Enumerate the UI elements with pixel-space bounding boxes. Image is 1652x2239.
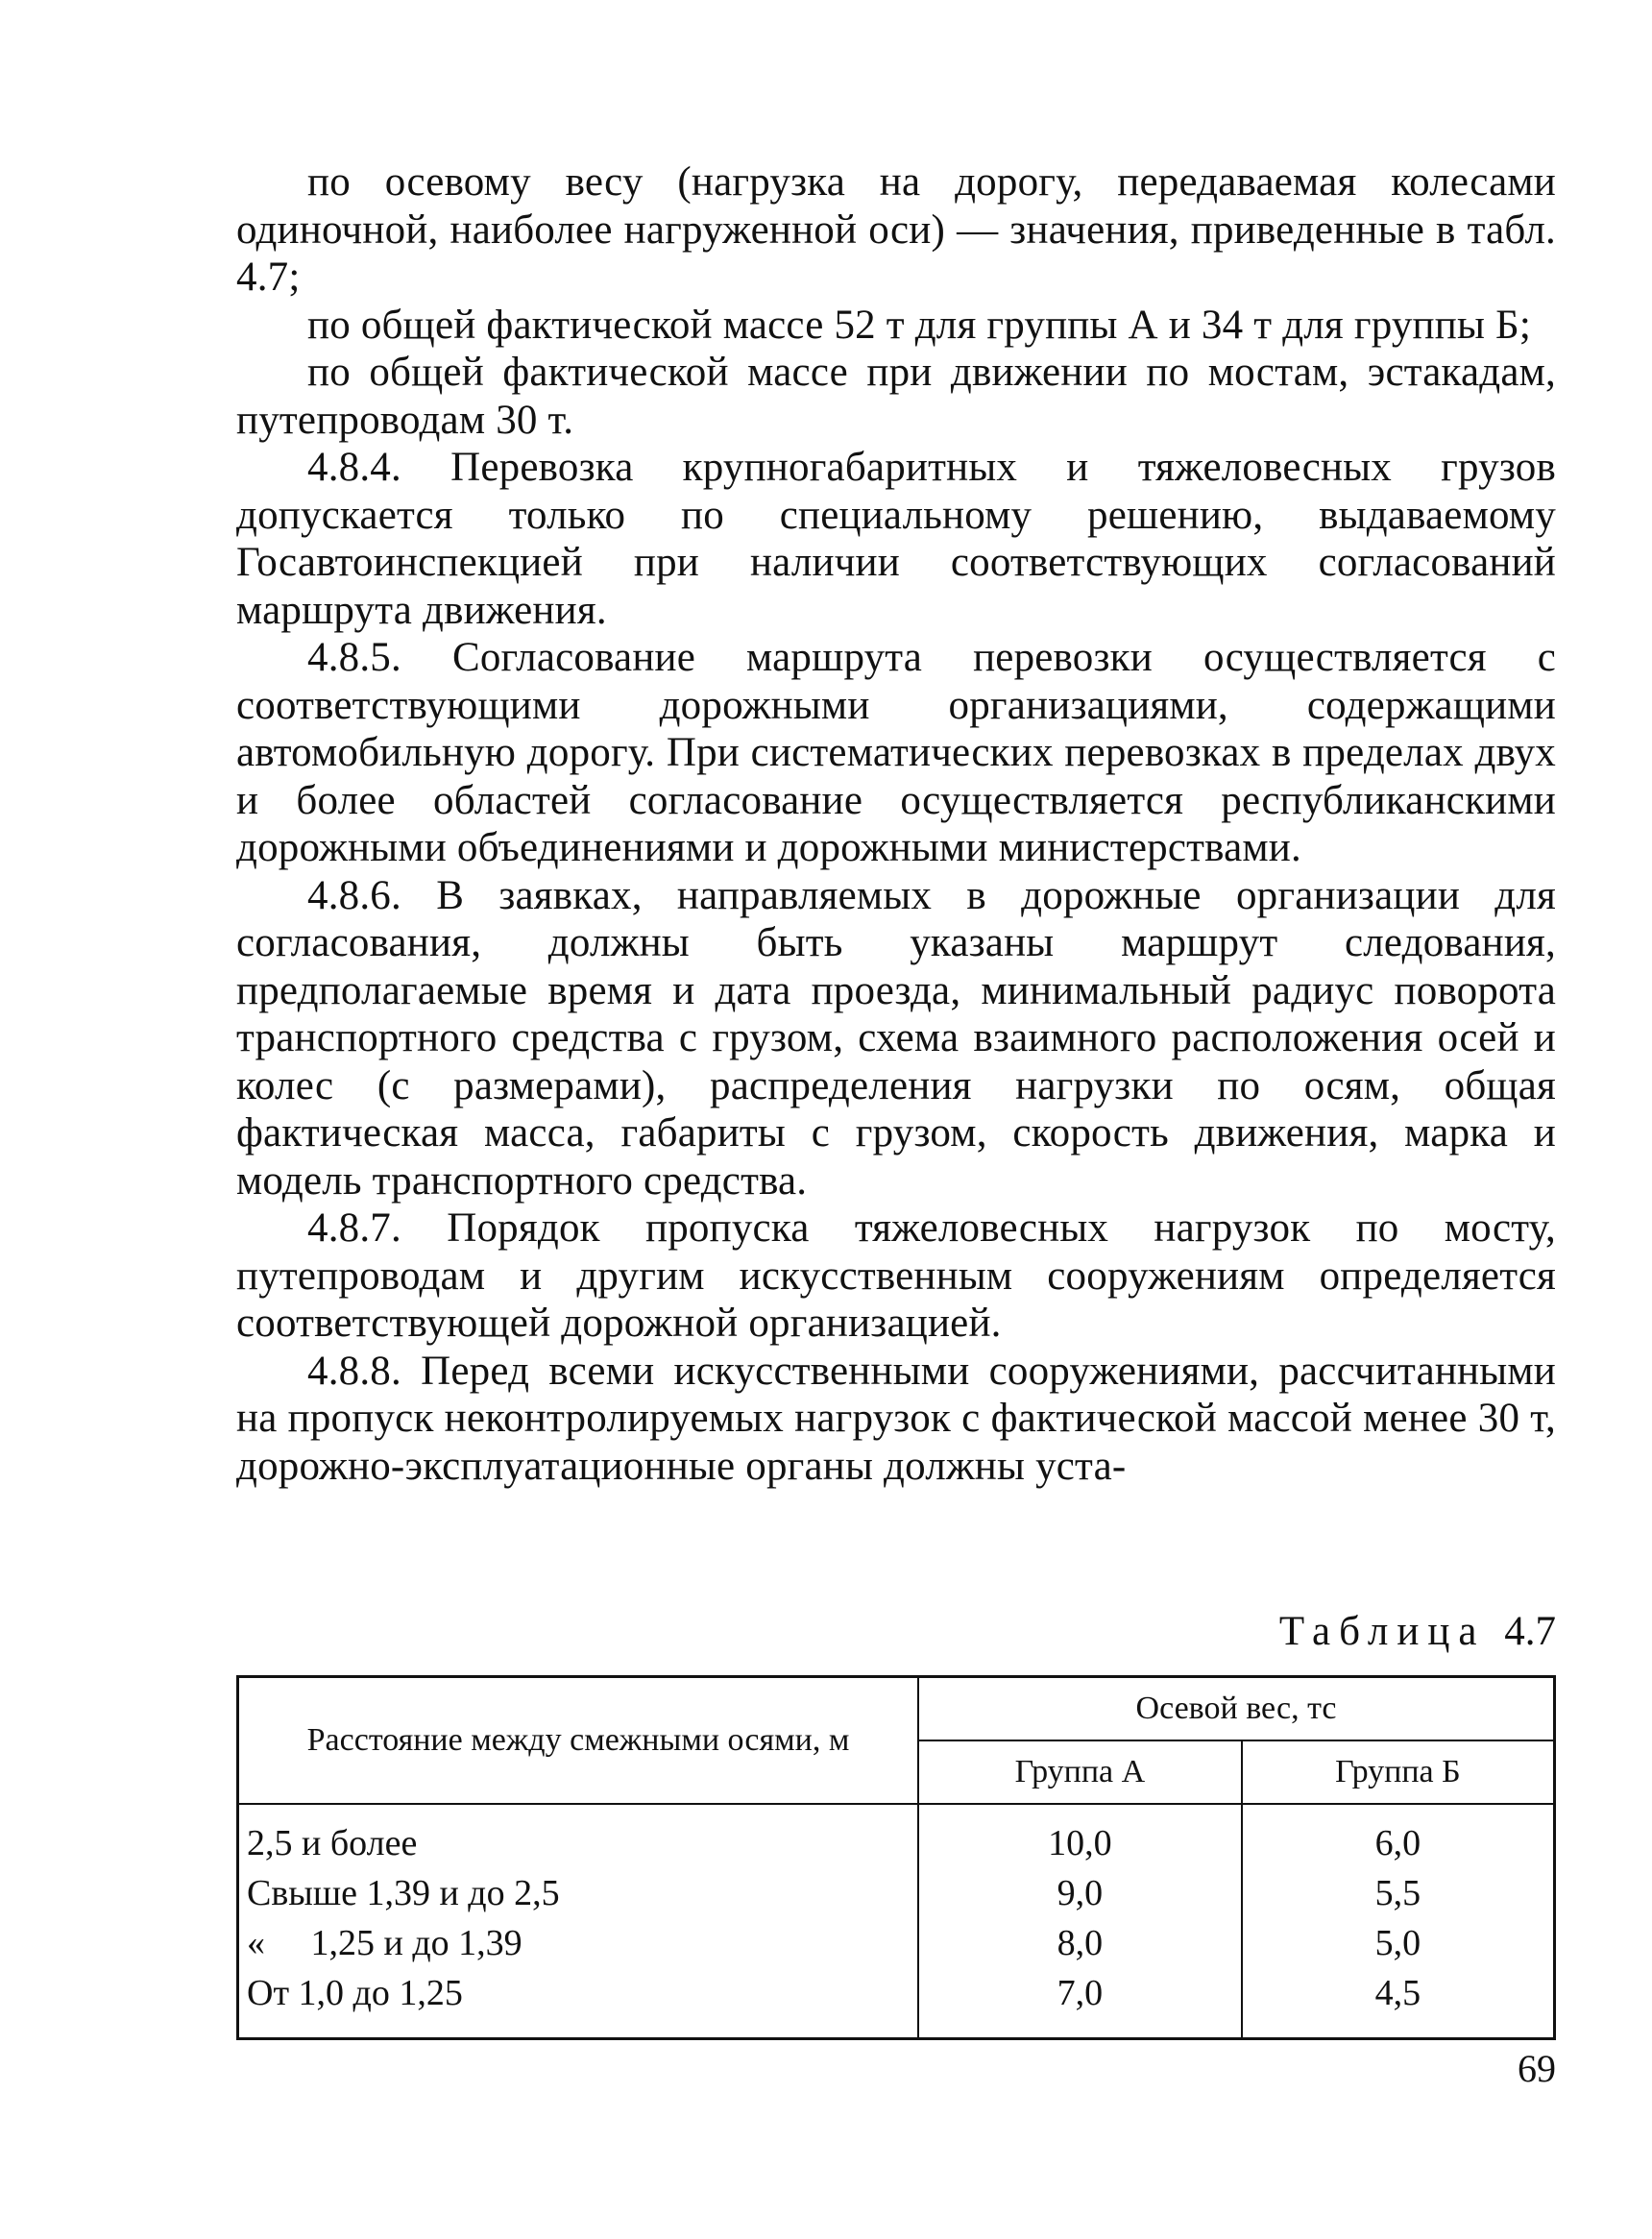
cell-group-b: 6,0 xyxy=(1242,1804,1555,1868)
header-group-b: Группа Б xyxy=(1242,1740,1555,1804)
cell-group-a: 9,0 xyxy=(918,1868,1242,1918)
paragraph-4-8-6: 4.8.6. В заявках, направляемых в дорожные организации для согласования, должны быть указаны маршрут следования, предполагаемые время и дата проезда, минимальный радиус поворота транспортного средства с грузом, схема взаимного расположения осей и колес (с размерами), распределения нагрузки по осям, общая фактическая масса, габариты с грузом, скорость движения, марка и модель транспортного средства. xyxy=(236,872,1556,1204)
cell-group-a: 7,0 xyxy=(918,1968,1242,2039)
paragraph-total-mass: по общей фактической массе 52 т для группы А и 34 т для группы Б; xyxy=(307,302,1532,348)
cell-distance: « 1,25 и до 1,39 xyxy=(238,1918,919,1968)
table-row xyxy=(238,1968,1555,2039)
header-axle-weight: Осевой вес, тс xyxy=(918,1677,1555,1741)
cell-distance: От 1,0 до 1,25 xyxy=(238,1968,919,2039)
cell-group-b: 5,5 xyxy=(1242,1868,1555,1918)
paragraph-4-8-4: 4.8.4. Перевозка крупногабаритных и тяжеловесных грузов допускается только по специальному решению, выдаваемому Госавтоинспекцией при наличии соответствующих согласований маршрута движения. xyxy=(236,445,1556,633)
cell-group-a: 8,0 xyxy=(918,1918,1242,1968)
table-row xyxy=(238,1918,1555,1968)
cell-group-a: 10,0 xyxy=(918,1804,1242,1868)
cell-distance: 2,5 и более xyxy=(238,1804,919,1868)
paragraph-axle-weight: по осевому весу (нагрузка на дорогу, передаваемая колесами одиночной, наиболее нагруженной оси) — значения, приведенные в табл. 4.7; xyxy=(236,159,1556,300)
paragraph-4-8-5: 4.8.5. Согласование маршрута перевозки осуществляется с соответствующими дорожными организациями, содержащими автомобильную дорогу. При систематических перевозках в пределах двух и более областей согласование осуществляется республиканскими дорожными объединениями и дорожными министерствами. xyxy=(236,635,1556,870)
cell-group-b: 5,0 xyxy=(1242,1918,1555,1968)
paragraph-4-8-8: 4.8.8. Перед всеми искусственными сооружениями, рассчитанными на пропуск неконтролируемых нагрузок с фактической массой менее 30 т, дорожно-эксплуатационные органы должны уста- xyxy=(236,1348,1556,1489)
table-row xyxy=(238,1804,1555,1868)
table-caption-word: Таблица xyxy=(1278,1609,1486,1654)
header-distance: Расстояние между смежными осями, м xyxy=(238,1677,919,1805)
table-caption xyxy=(1153,1608,1556,1655)
cell-distance: Свыше 1,39 и до 2,5 xyxy=(238,1868,919,1918)
table-row xyxy=(238,1868,1555,1918)
page-number: 69 xyxy=(1518,2047,1556,2090)
paragraph-4-8-7: 4.8.7. Порядок пропуска тяжеловесных нагрузок по мосту, путепроводам и другим искусственным сооружениям определяется соответствующей дорожной организацией. xyxy=(236,1205,1556,1346)
body-text xyxy=(236,158,1556,1490)
axle-weight-table xyxy=(236,1675,1556,2040)
cell-group-b: 4,5 xyxy=(1242,1968,1555,2039)
paragraph-bridge-mass: по общей фактической массе при движении по мостам, эстакадам, путепроводам 30 т. xyxy=(236,350,1556,443)
table-caption-number: 4.7 xyxy=(1504,1609,1556,1654)
header-group-a: Группа А xyxy=(918,1740,1242,1804)
